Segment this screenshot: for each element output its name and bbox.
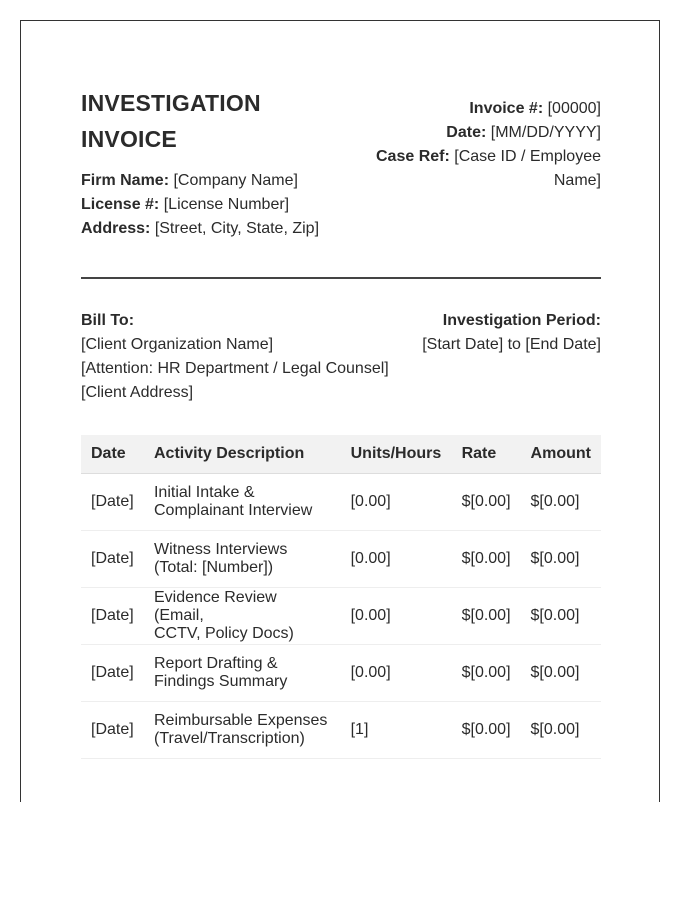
- description-line-2: (Total: [Number]): [153, 559, 274, 576]
- cell-amount: $[0.00]: [521, 474, 601, 531]
- line-items-table: [81, 435, 601, 759]
- cell-units: [1]: [341, 702, 452, 759]
- date-row: [361, 121, 601, 145]
- cell-amount: $[0.00]: [521, 702, 601, 759]
- column-header-units: Units/Hours: [341, 435, 452, 474]
- cell-date: [Date]: [81, 702, 144, 759]
- cell-date: [Date]: [81, 588, 144, 645]
- address-label: Address:: [81, 220, 151, 237]
- invoice-number-value: [00000]: [547, 100, 601, 117]
- case-ref-value-line-1: [Case ID / Employee: [454, 148, 601, 165]
- address-row: [81, 217, 319, 241]
- license-value: [License Number]: [163, 196, 290, 213]
- cell-units: [0.00]: [341, 645, 452, 702]
- cell-date: [Date]: [81, 531, 144, 588]
- header-divider: [81, 277, 601, 279]
- cell-date: [Date]: [81, 645, 144, 702]
- description-line-2: Complainant Interview: [153, 502, 313, 519]
- cell-description: [144, 531, 341, 588]
- cell-rate: $[0.00]: [452, 531, 521, 588]
- table-header-row: [81, 435, 601, 474]
- bill-to-block: [81, 309, 389, 405]
- address-value: [Street, City, State, Zip]: [154, 220, 320, 237]
- period-value: [Start Date] to [End Date]: [422, 336, 601, 353]
- cell-description: [144, 702, 341, 759]
- cell-date: [Date]: [81, 474, 144, 531]
- table-row: [81, 588, 601, 645]
- cell-units: [0.00]: [341, 474, 452, 531]
- cell-rate: $[0.00]: [452, 474, 521, 531]
- description-line-1: Initial Intake &: [153, 484, 255, 501]
- invoice-meta: [361, 97, 601, 193]
- title-line-2: INVOICE: [81, 126, 177, 152]
- license-label: License #:: [81, 196, 160, 213]
- table-row: [81, 474, 601, 531]
- date-value: [MM/DD/YYYY]: [490, 124, 601, 141]
- description-line-2: CCTV, Policy Docs): [153, 625, 294, 642]
- bill-to-line: [Client Organization Name]: [81, 336, 274, 353]
- column-header-date: Date: [81, 435, 144, 474]
- description-line-1: Reimbursable Expenses: [153, 712, 328, 729]
- table-row: [81, 531, 601, 588]
- description-line-1: Report Drafting &: [153, 655, 278, 672]
- license-row: [81, 193, 319, 217]
- firm-name-value: [Company Name]: [173, 172, 298, 189]
- description-line-1: Evidence Review (Email,: [153, 589, 277, 624]
- firm-name-row: [81, 169, 319, 193]
- invoice-header: [81, 21, 601, 277]
- table-row: [81, 702, 601, 759]
- description-line-1: Witness Interviews: [153, 541, 288, 558]
- firm-name-label: Firm Name:: [81, 172, 170, 189]
- period-label: Investigation Period:: [442, 312, 601, 329]
- cell-units: [0.00]: [341, 588, 452, 645]
- cell-amount: $[0.00]: [521, 588, 601, 645]
- cell-amount: $[0.00]: [521, 645, 601, 702]
- column-header-amount: Amount: [521, 435, 601, 474]
- cell-rate: $[0.00]: [452, 702, 521, 759]
- investigation-period-block: [422, 309, 601, 357]
- invoice-number-row: [361, 97, 601, 121]
- description-line-2: Findings Summary: [153, 673, 288, 690]
- case-ref-value-line-2: Name]: [553, 172, 601, 189]
- table-row: [81, 645, 601, 702]
- invoice-page: [20, 20, 660, 802]
- column-header-description: Activity Description: [144, 435, 341, 474]
- line-items-table-wrapper: [81, 435, 601, 759]
- bill-to-line: [Attention: HR Department / Legal Counsel]: [81, 360, 389, 377]
- bill-to-line: [Client Address]: [81, 384, 194, 401]
- case-ref-row: [361, 145, 601, 169]
- date-label: Date:: [446, 124, 487, 141]
- billing-section: [81, 309, 601, 405]
- cell-units: [0.00]: [341, 531, 452, 588]
- description-line-2: (Travel/Transcription): [153, 730, 305, 747]
- column-header-rate: Rate: [452, 435, 521, 474]
- cell-rate: $[0.00]: [452, 588, 521, 645]
- cell-rate: $[0.00]: [452, 645, 521, 702]
- title-line-1: INVESTIGATION: [81, 90, 261, 116]
- cell-description: [144, 645, 341, 702]
- cell-description: [144, 588, 341, 645]
- invoice-number-label: Invoice #:: [469, 100, 544, 117]
- cell-amount: $[0.00]: [521, 531, 601, 588]
- firm-info: [81, 169, 319, 241]
- invoice-content: [81, 21, 601, 747]
- bill-to-label: Bill To:: [81, 312, 135, 329]
- case-ref-label: Case Ref:: [376, 148, 450, 165]
- cell-description: [144, 474, 341, 531]
- invoice-title: [81, 85, 301, 157]
